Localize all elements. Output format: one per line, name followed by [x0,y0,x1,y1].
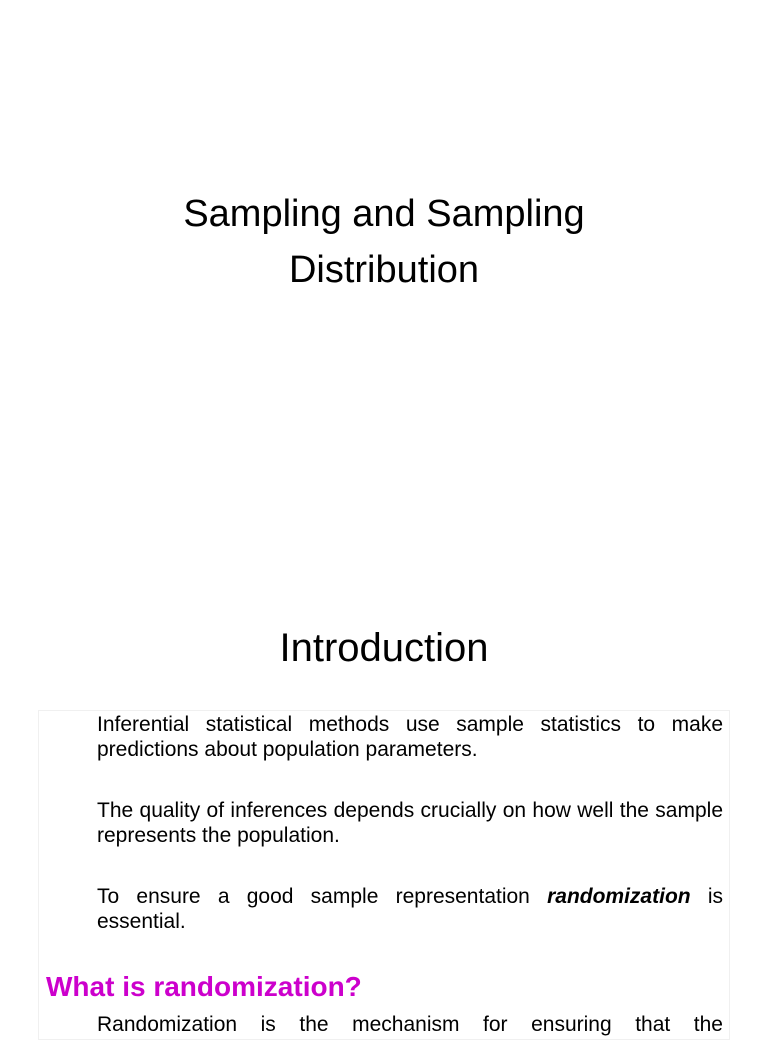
paragraph-randomization-essential [97,884,723,934]
paragraph-inferential-methods: Inferential statistical methods use sample statistics to make predictions about population parameters. [97,713,723,761]
paragraph-text-after: is essential. [97,885,723,933]
slide-title-heading [0,186,768,298]
title-line-1: Sampling and Sampling [183,193,585,235]
paragraph-randomization-definition: Randomization is the mechanism for ensuring that the [97,1013,723,1036]
title-line-2: Distribution [288,249,480,291]
slide-introduction [0,576,768,1036]
introduction-heading: Introduction [279,626,489,670]
randomization-emphasis: randomization [547,885,691,908]
paragraph-quality-of-inferences: The quality of inferences depends crucially on how well the sample represents the population. [97,799,723,847]
what-is-randomization-heading: What is randomization? [46,971,362,1002]
paragraph-text-before: To ensure a good sample representation [97,885,548,908]
